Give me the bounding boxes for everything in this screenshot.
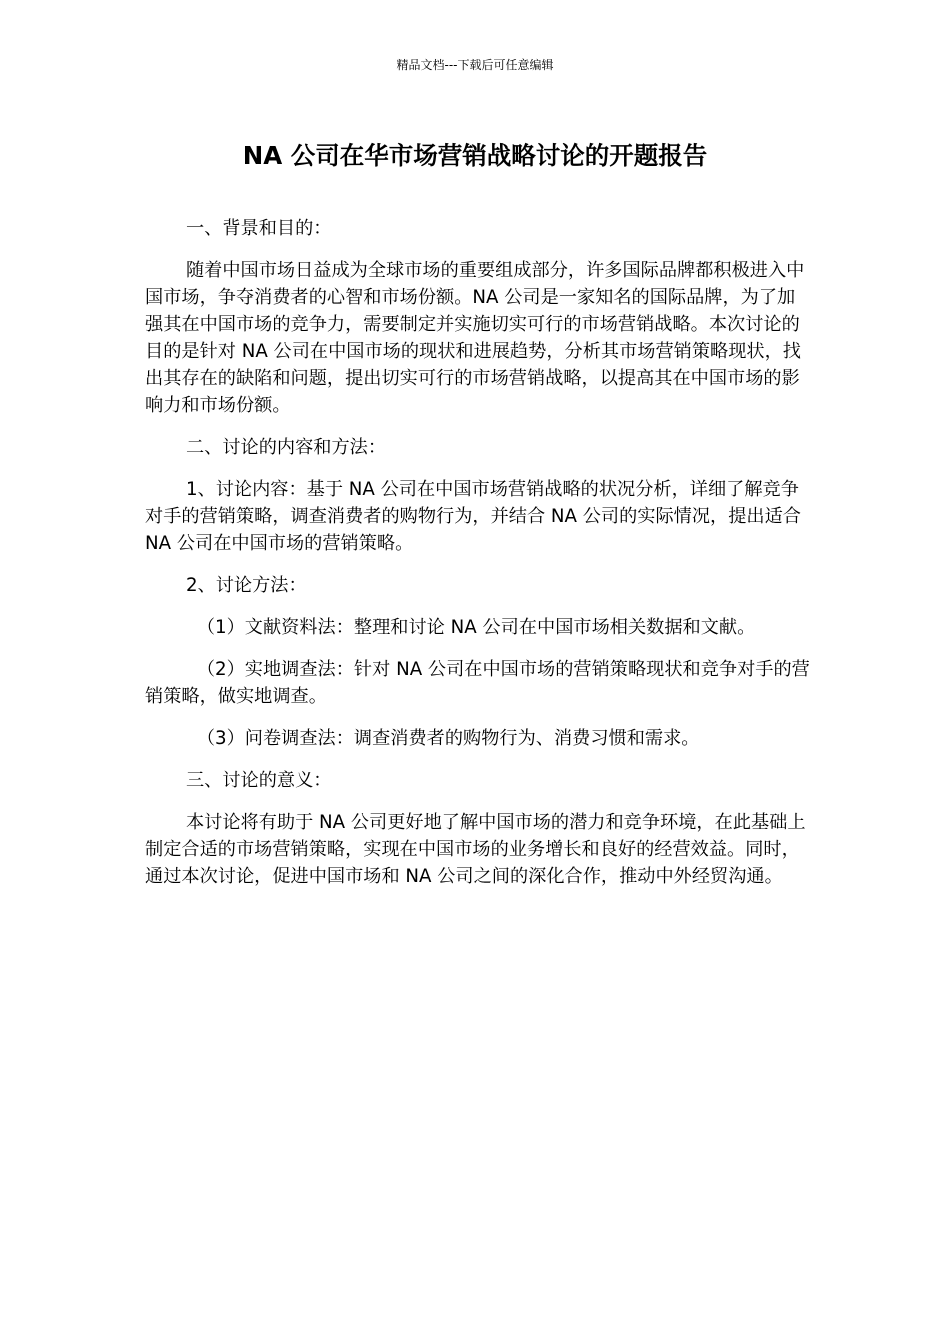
section-heading-significance: 三、讨论的意义：: [185, 770, 332, 791]
paragraph-significance: 本讨论将有助于 NA 公司更好地了解中国市场的潜力和竞争环境，在此基础上制定合适的市场营销策略，实现在中国市场的业务增长和良好的经营效益。同时，通过本次讨论，促进中国市场和 NA 公司之间的深化合作，推动中外经贸沟通。: [145, 812, 806, 887]
document-body: [145, 215, 810, 905]
subheading-method: 2、讨论方法：: [185, 575, 307, 596]
paragraph-content: 1、讨论内容：基于 NA 公司在中国市场营销战略的状况分析，详细了解竞争对手的营销策略，调查消费者的购物行为，并结合 NA 公司的实际情况，提出适合 NA 公司在中国市场的营销策略。: [145, 479, 801, 554]
document-title: NA 公司在华市场营销战略讨论的开题报告: [242, 141, 708, 170]
header-note: 精品文档---下载后可任意编辑: [396, 58, 554, 72]
method-item-questionnaire: （3）问卷调查法：调查消费者的购物行为、消费习惯和需求。: [196, 728, 700, 749]
method-item-field-survey: （2）实地调查法：针对 NA 公司在中国市场的营销策略现状和竞争对手的营销策略，做实地调查。: [145, 659, 810, 707]
method-item-literature: （1）文献资料法：整理和讨论 NA 公司在中国市场相关数据和文献。: [196, 617, 756, 638]
section-heading-content-method: 二、讨论的内容和方法：: [185, 437, 387, 458]
section-heading-background: 一、背景和目的：: [185, 218, 332, 239]
paragraph-background: 随着中国市场日益成为全球市场的重要组成部分，许多国际品牌都积极进入中国市场，争夺消费者的心智和市场份额。NA 公司是一家知名的国际品牌，为了加强其在中国市场的竞争力，需要制定并实施切实可行的市场营销战略。本次讨论的目的是针对 NA 公司在中国市场的现状和进展趋势，分析其市场营销策略现状，找出其存在的缺陷和问题，提出切实可行的市场营销战略，以提高其在中国市场的影响力和市场份额。: [145, 260, 805, 416]
